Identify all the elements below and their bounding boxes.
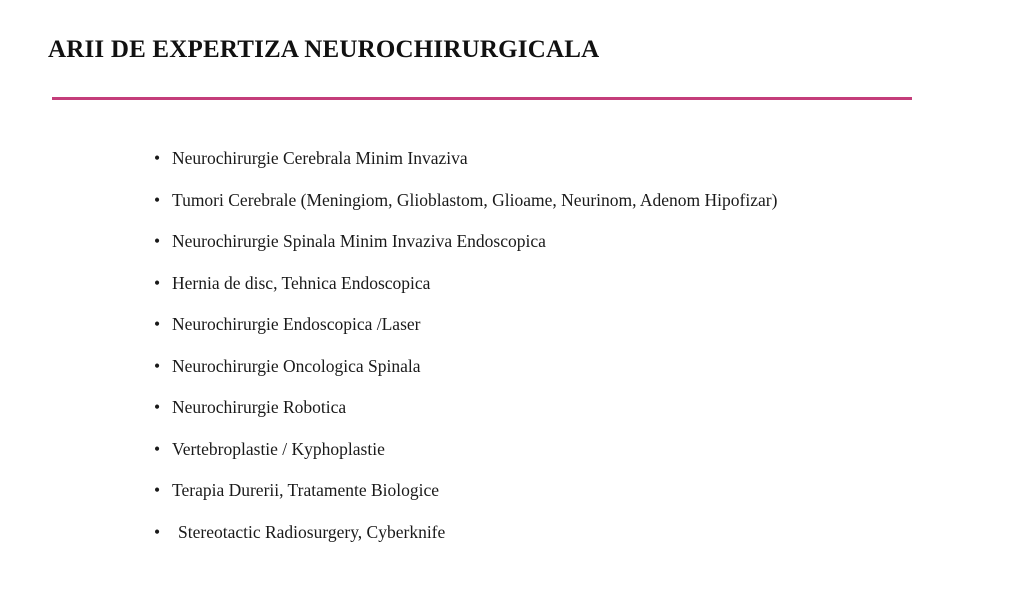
bullet-icon: •	[154, 314, 161, 334]
list-item-text: Hernia de disc, Tehnica Endoscopica	[172, 272, 431, 293]
bullet-icon: •	[154, 355, 161, 376]
list-item	[154, 267, 794, 300]
list-item	[154, 433, 794, 466]
list-item	[154, 184, 794, 217]
bullet-icon: •	[154, 521, 161, 542]
list-item	[154, 391, 794, 424]
list-item	[154, 516, 794, 549]
bullet-icon: •	[154, 148, 161, 168]
list-item-text: Neurochirurgie Spinala Minim Invaziva Endoscopica	[172, 231, 546, 251]
list-item-text: Neurochirurgie Cerebrala Minim Invaziva	[172, 148, 468, 168]
list-item	[154, 350, 794, 383]
list-item-text: Neurochirurgie Oncologica Spinala	[172, 355, 421, 376]
list-item	[154, 225, 794, 258]
list-item-text: Neurochirurgie Robotica	[172, 397, 347, 417]
list-item-text: Vertebroplastie / Kyphoplastie	[172, 438, 385, 459]
expertise-list	[154, 142, 794, 557]
list-item-text: Neurochirurgie Endoscopica /Laser	[172, 314, 421, 334]
list-item-text: Stereotactic Radiosurgery, Cyberknife	[178, 521, 446, 542]
list-item	[154, 142, 794, 175]
bullet-icon: •	[154, 397, 161, 417]
bullet-icon: •	[154, 189, 161, 210]
page-title: ARII DE EXPERTIZA NEUROCHIRURGICALA	[48, 36, 600, 63]
list-item	[154, 474, 794, 507]
list-item-text: Tumori Cerebrale (Meningiom, Glioblastom, Glioame, Neurinom, Adenom Hipofizar)	[172, 189, 778, 210]
title-divider	[52, 97, 912, 100]
bullet-icon: •	[154, 480, 161, 500]
list-item	[154, 308, 794, 341]
bullet-icon: •	[154, 272, 161, 293]
bullet-icon: •	[154, 438, 161, 459]
list-item-text: Terapia Durerii, Tratamente Biologice	[172, 480, 440, 500]
bullet-icon: •	[154, 231, 161, 251]
